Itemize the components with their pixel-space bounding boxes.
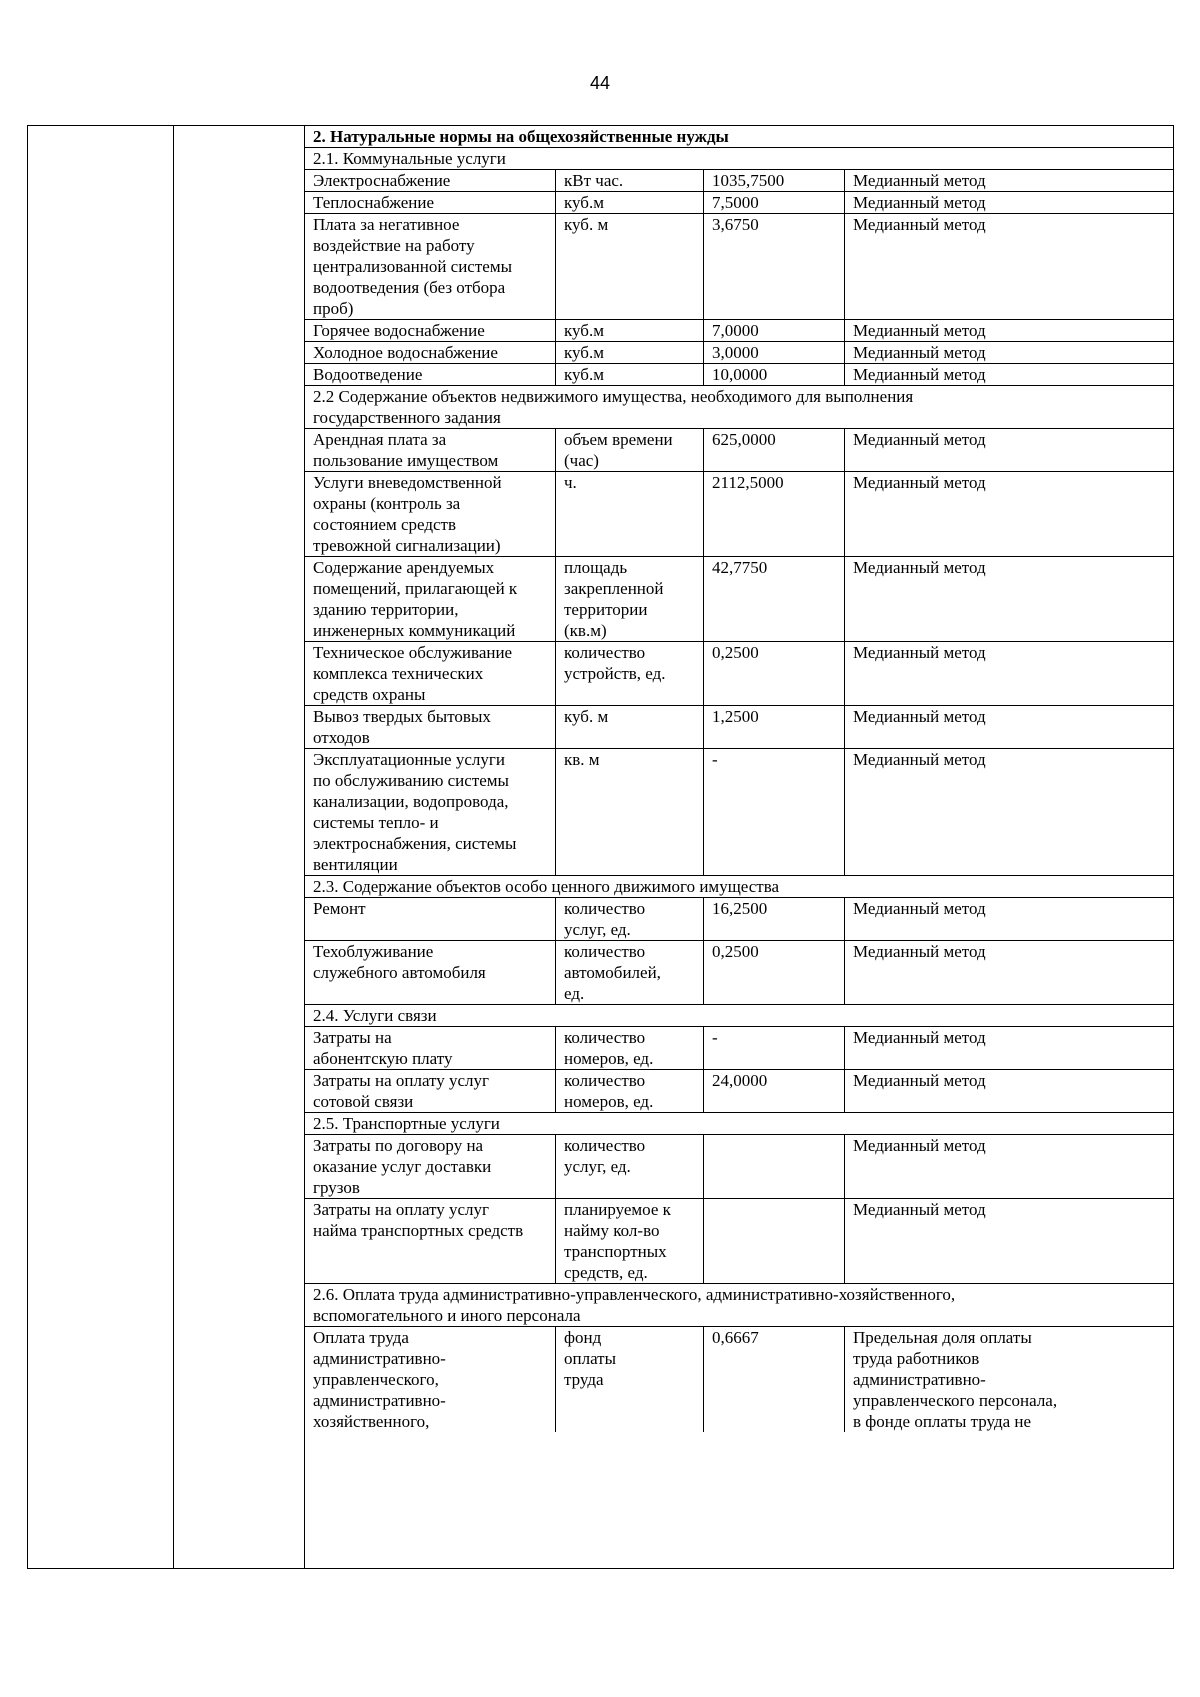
unit-cell: количество услуг, ед. bbox=[556, 1135, 704, 1199]
cost-item-cell: Горячее водоснабжение bbox=[305, 320, 556, 342]
unit-cell: кВт час. bbox=[556, 170, 704, 192]
norm-value-cell: - bbox=[704, 1027, 845, 1070]
column-divider bbox=[173, 126, 174, 1568]
method-cell: Медианный метод bbox=[845, 898, 1174, 941]
section-title: 2.2 Содержание объектов недвижимого имущества, необходимого для выполнения государственного задания bbox=[305, 386, 1174, 429]
page-number: 44 bbox=[589, 73, 611, 93]
section-title: 2.1. Коммунальные услуги bbox=[305, 148, 1174, 170]
unit-cell: площадь закрепленной территории (кв.м) bbox=[556, 557, 704, 642]
method-cell: Медианный метод bbox=[845, 192, 1174, 214]
method-cell: Медианный метод bbox=[845, 320, 1174, 342]
method-cell: Медианный метод bbox=[845, 557, 1174, 642]
norm-value-cell: 0,6667 bbox=[704, 1327, 845, 1433]
norm-value-cell bbox=[704, 1199, 845, 1284]
cost-item-cell: Техническое обслуживание комплекса технических средств охраны bbox=[305, 642, 556, 706]
cost-item-cell: Техоблуживание служебного автомобиля bbox=[305, 941, 556, 1005]
norm-value-cell: - bbox=[704, 749, 845, 876]
norm-value-cell: 0,2500 bbox=[704, 941, 845, 1005]
section-header-row bbox=[305, 148, 1174, 170]
table-row bbox=[305, 941, 1174, 1005]
unit-cell: куб.м bbox=[556, 320, 704, 342]
cost-item-cell: Плата за негативное воздействие на работу централизованной системы водоотведения (без отбора проб) bbox=[305, 214, 556, 320]
norm-value-cell: 1,2500 bbox=[704, 706, 845, 749]
cost-item-cell: Теплоснабжение bbox=[305, 192, 556, 214]
unit-cell: куб. м bbox=[556, 214, 704, 320]
section-title: 2.4. Услуги связи bbox=[305, 1005, 1174, 1027]
norm-value-cell bbox=[704, 1135, 845, 1199]
section-title: 2. Натуральные нормы на общехозяйственные нужды bbox=[305, 126, 1174, 148]
table-row bbox=[305, 1070, 1174, 1113]
table-row bbox=[305, 429, 1174, 472]
cost-item-cell: Арендная плата за пользование имуществом bbox=[305, 429, 556, 472]
unit-cell: объем времени (час) bbox=[556, 429, 704, 472]
unit-cell: фонд оплаты труда bbox=[556, 1327, 704, 1433]
section-header-row bbox=[305, 1113, 1174, 1135]
norm-value-cell: 10,0000 bbox=[704, 364, 845, 386]
table-row bbox=[305, 749, 1174, 876]
unit-cell: куб.м bbox=[556, 342, 704, 364]
cost-item-cell: Содержание арендуемых помещений, прилагающей к зданию территории, инженерных коммуникаций bbox=[305, 557, 556, 642]
norm-value-cell: 625,0000 bbox=[704, 429, 845, 472]
table-row bbox=[305, 472, 1174, 557]
section-header-row bbox=[305, 1284, 1174, 1327]
table-row bbox=[305, 1027, 1174, 1070]
section-header-row bbox=[305, 876, 1174, 898]
method-cell: Медианный метод bbox=[845, 170, 1174, 192]
table-row bbox=[305, 320, 1174, 342]
norm-value-cell: 42,7750 bbox=[704, 557, 845, 642]
norm-value-cell: 24,0000 bbox=[704, 1070, 845, 1113]
table-row bbox=[305, 364, 1174, 386]
norm-value-cell: 3,6750 bbox=[704, 214, 845, 320]
table-row bbox=[305, 342, 1174, 364]
method-cell: Медианный метод bbox=[845, 429, 1174, 472]
unit-cell: количество номеров, ед. bbox=[556, 1070, 704, 1113]
norm-value-cell: 1035,7500 bbox=[704, 170, 845, 192]
unit-cell: ч. bbox=[556, 472, 704, 557]
norms-table-body bbox=[305, 126, 1174, 1433]
table-row bbox=[305, 170, 1174, 192]
cost-item-cell: Холодное водоснабжение bbox=[305, 342, 556, 364]
unit-cell: количество устройств, ед. bbox=[556, 642, 704, 706]
cost-item-cell: Электроснабжение bbox=[305, 170, 556, 192]
unit-cell: количество услуг, ед. bbox=[556, 898, 704, 941]
cost-item-cell: Затраты на оплату услуг сотовой связи bbox=[305, 1070, 556, 1113]
section-title: 2.5. Транспортные услуги bbox=[305, 1113, 1174, 1135]
norm-value-cell: 7,5000 bbox=[704, 192, 845, 214]
method-cell: Медианный метод bbox=[845, 214, 1174, 320]
method-cell: Медианный метод bbox=[845, 364, 1174, 386]
cost-item-cell: Затраты по договору на оказание услуг доставки грузов bbox=[305, 1135, 556, 1199]
method-cell: Медианный метод bbox=[845, 706, 1174, 749]
table-row bbox=[305, 214, 1174, 320]
norms-table bbox=[304, 125, 1174, 1432]
method-cell: Медианный метод bbox=[845, 1070, 1174, 1113]
table-row bbox=[305, 1135, 1174, 1199]
unit-cell: кв. м bbox=[556, 749, 704, 876]
table-row bbox=[305, 706, 1174, 749]
section-title: 2.6. Оплата труда административно-управленческого, административно-хозяйственного, вспомогательного и иного персонала bbox=[305, 1284, 1174, 1327]
unit-cell: куб. м bbox=[556, 706, 704, 749]
unit-cell: куб.м bbox=[556, 192, 704, 214]
cost-item-cell: Затраты на оплату услуг найма транспортных средств bbox=[305, 1199, 556, 1284]
cost-item-cell: Вывоз твердых бытовых отходов bbox=[305, 706, 556, 749]
method-cell: Медианный метод bbox=[845, 642, 1174, 706]
norm-value-cell: 3,0000 bbox=[704, 342, 845, 364]
table-row bbox=[305, 1199, 1174, 1284]
table-row bbox=[305, 192, 1174, 214]
method-cell: Медианный метод bbox=[845, 342, 1174, 364]
cost-item-cell: Водоотведение bbox=[305, 364, 556, 386]
unit-cell: количество автомобилей, ед. bbox=[556, 941, 704, 1005]
norm-value-cell: 2112,5000 bbox=[704, 472, 845, 557]
norm-value-cell: 0,2500 bbox=[704, 642, 845, 706]
table-row bbox=[305, 1327, 1174, 1433]
unit-cell: планируемое к найму кол-во транспортных средств, ед. bbox=[556, 1199, 704, 1284]
cost-item-cell: Услуги вневедомственной охраны (контроль за состоянием средств тревожной сигнализации) bbox=[305, 472, 556, 557]
method-cell: Медианный метод bbox=[845, 1199, 1174, 1284]
table-row bbox=[305, 557, 1174, 642]
method-cell: Предельная доля оплаты труда работников административно- управленческого персонала, в фонде оплаты труда не bbox=[845, 1327, 1174, 1433]
section-header-row bbox=[305, 386, 1174, 429]
cost-item-cell: Оплата труда административно- управленческого, административно- хозяйственного, bbox=[305, 1327, 556, 1433]
cost-item-cell: Ремонт bbox=[305, 898, 556, 941]
method-cell: Медианный метод bbox=[845, 1027, 1174, 1070]
table-row bbox=[305, 642, 1174, 706]
table-row bbox=[305, 898, 1174, 941]
norm-value-cell: 7,0000 bbox=[704, 320, 845, 342]
section-title: 2.3. Содержание объектов особо ценного движимого имущества bbox=[305, 876, 1174, 898]
unit-cell: куб.м bbox=[556, 364, 704, 386]
method-cell: Медианный метод bbox=[845, 941, 1174, 1005]
method-cell: Медианный метод bbox=[845, 1135, 1174, 1199]
method-cell: Медианный метод bbox=[845, 749, 1174, 876]
norm-value-cell: 16,2500 bbox=[704, 898, 845, 941]
cost-item-cell: Затраты на абонентскую плату bbox=[305, 1027, 556, 1070]
section-header-row bbox=[305, 1005, 1174, 1027]
section-header-row bbox=[305, 126, 1174, 148]
method-cell: Медианный метод bbox=[845, 472, 1174, 557]
unit-cell: количество номеров, ед. bbox=[556, 1027, 704, 1070]
cost-item-cell: Эксплуатационные услуги по обслуживанию системы канализации, водопровода, системы тепло- и электроснабжения, системы вентиляции bbox=[305, 749, 556, 876]
